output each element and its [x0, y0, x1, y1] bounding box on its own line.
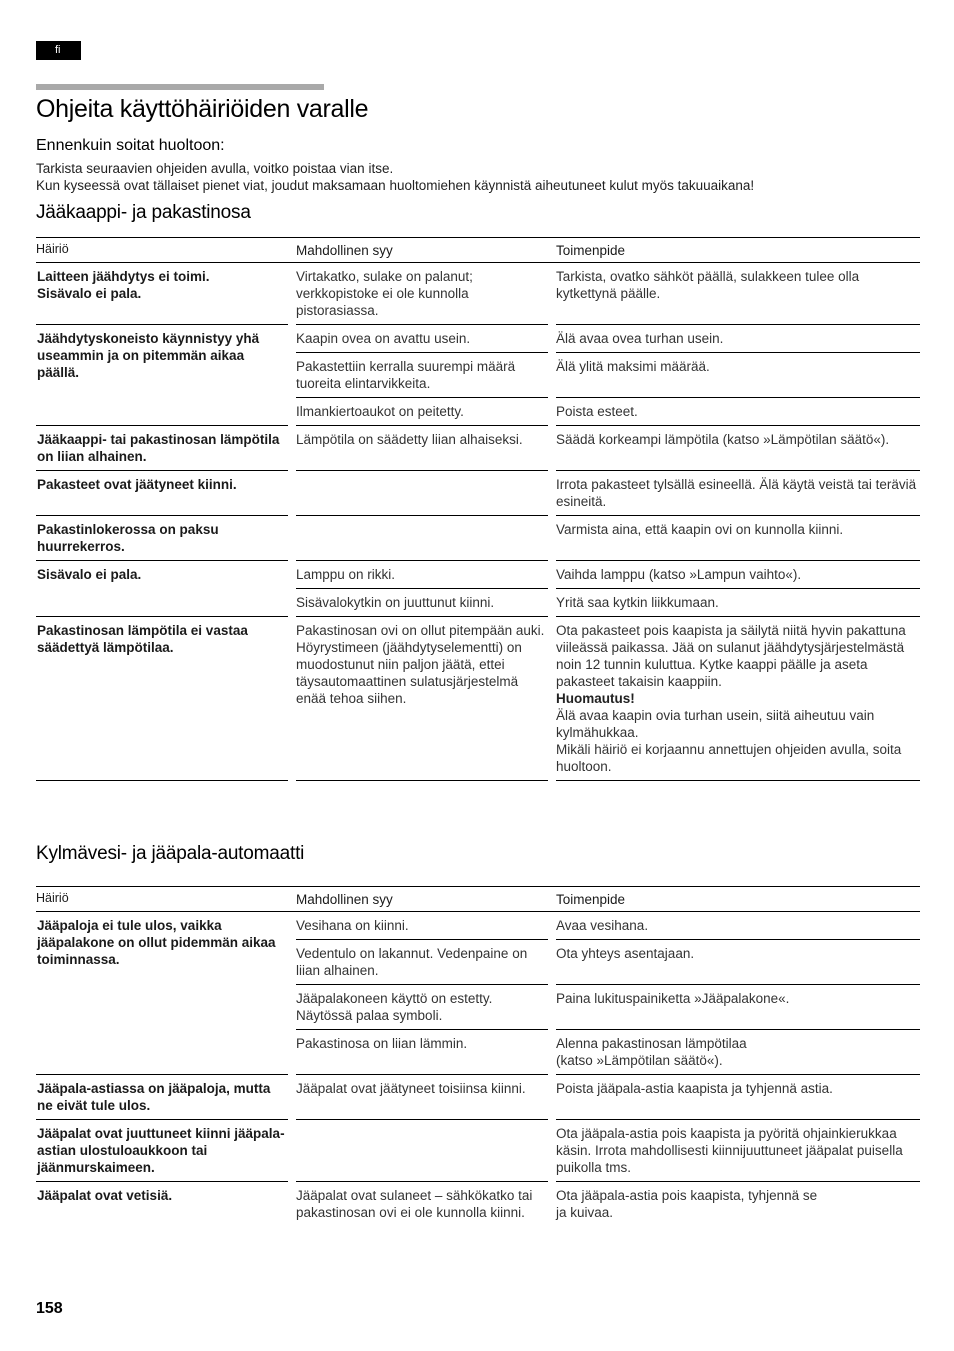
- cause-cell: [296, 471, 548, 516]
- table-row: [36, 471, 920, 516]
- cause-cell: Vedentulo on lakannut. Vedenpaine on liian alhainen.: [296, 940, 548, 985]
- column-gap: [548, 912, 556, 940]
- cause-cell: Pakastettiin kerralla suurempi määrä tuoreita elintarvikkeita.: [296, 353, 548, 398]
- column-gap: [548, 589, 556, 617]
- cause-cell: Lämpötila on säädetty liian alhaiseksi.: [296, 426, 548, 471]
- table-row: [36, 912, 920, 940]
- note-label: Huomautus!: [556, 691, 635, 706]
- intro-text: [36, 160, 754, 194]
- remedy-cell: Säädä korkeampi lämpötila (katso »Lämpötilan säätö«).: [556, 426, 920, 471]
- remedy-cell: Avaa vesihana.: [556, 912, 920, 940]
- table-row: [36, 1182, 920, 1226]
- column-gap: [548, 325, 556, 353]
- column-gap: [548, 617, 556, 781]
- column-gap: [548, 886, 556, 912]
- cause-cell: Lamppu on rikki.: [296, 561, 548, 589]
- table-row: [36, 1075, 920, 1120]
- remedy-cell: Poista jääpala-astia kaapista ja tyhjennä astia.: [556, 1075, 920, 1120]
- column-gap: [548, 1120, 556, 1182]
- language-tag: fi: [36, 41, 81, 60]
- cause-cell: Jääpalat ovat sulaneet – sähkökatko tai pakastinosan ovi ei ole kunnolla kiinni.: [296, 1188, 533, 1220]
- fault-cell: Jääpala-astiassa on jääpaloja, mutta ne eivät tule ulos.: [36, 1075, 288, 1120]
- column-gap: [288, 561, 296, 617]
- column-gap: [288, 325, 296, 426]
- table-row: [36, 617, 920, 781]
- section-title-dispenser: Kylmävesi- ja jääpala-automaatti: [36, 843, 305, 864]
- column-gap: [288, 886, 296, 912]
- cause-cell: [296, 1120, 548, 1182]
- fault-cell: Jääpalat ovat vetisiä.: [37, 1188, 173, 1203]
- cause-cell: Sisävalokytkin on juuttunut kiinni.: [296, 589, 548, 617]
- fault-cell: Pakasteet ovat jäätyneet kiinni.: [36, 471, 288, 516]
- fault-cell: Pakastinlokerossa on paksu huurrekerros.: [36, 516, 288, 561]
- column-gap: [548, 263, 556, 325]
- cause-cell: Pakastinosa on liian lämmin.: [296, 1030, 548, 1075]
- column-gap: [288, 471, 296, 516]
- column-gap: [548, 561, 556, 589]
- column-header-fault: Häiriö: [36, 886, 288, 912]
- column-gap: [288, 516, 296, 561]
- table-row: [36, 325, 920, 353]
- column-gap: [288, 426, 296, 471]
- column-gap: [548, 237, 556, 263]
- table-row: [36, 426, 920, 471]
- column-gap: [548, 398, 556, 426]
- column-header-remedy: Toimenpide: [556, 886, 920, 912]
- column-header-cause: Mahdollinen syy: [296, 237, 548, 263]
- cause-cell: Vesihana on kiinni.: [296, 912, 548, 940]
- column-gap: [288, 1120, 296, 1182]
- remedy-cell: Älä ylitä maksimi määrää.: [556, 353, 920, 398]
- fault-cell: Pakastinosan lämpötila ei vastaa säädettyä lämpötilaa.: [36, 617, 288, 781]
- table-row: [36, 561, 920, 589]
- column-header-remedy: Toimenpide: [556, 237, 920, 263]
- column-gap: [548, 985, 556, 1030]
- remedy-cell: Vaihda lamppu (katso »Lampun vaihto«).: [556, 561, 920, 589]
- remedy-cell: Alenna pakastinosan lämpötilaa (katso »Lämpötilan säätö«).: [556, 1030, 920, 1075]
- column-gap: [548, 426, 556, 471]
- intro-line: Kun kyseessä ovat tällaiset pienet viat, joudut maksamaan huoltomiehen käynnistä aiheutuneet kulut myös takuuaikana!: [36, 178, 755, 193]
- column-gap: [288, 263, 296, 325]
- page-number: 158: [36, 1300, 63, 1317]
- fault-cell: Sisävalo ei pala.: [36, 561, 288, 617]
- column-gap: [548, 1182, 556, 1226]
- section-title-fridge: Jääkaappi- ja pakastinosa: [36, 202, 251, 223]
- cause-cell: Virtakatko, sulake on palanut; verkkopistoke ei ole kunnolla pistorasiassa.: [296, 263, 548, 325]
- column-gap: [548, 471, 556, 516]
- table-row: [36, 1120, 920, 1182]
- fault-cell: Jääpaloja ei tule ulos, vaikka jääpalakone on ollut pidemmän aikaa toiminnassa.: [36, 912, 288, 1075]
- fault-cell: Jäähdytyskoneisto käynnistyy yhä useammin ja on pitemmän aikaa päällä.: [36, 325, 288, 426]
- fault-table-fridge: [36, 237, 920, 781]
- remedy-cell: Tarkista, ovatko sähköt päällä, sulakkeen tulee olla kytkettynä päälle.: [556, 263, 920, 325]
- remedy-cell: Varmista aina, että kaapin ovi on kunnolla kiinni.: [556, 516, 920, 561]
- cause-cell: Ilmankiertoaukot on peitetty.: [296, 398, 548, 426]
- column-gap: [288, 1075, 296, 1120]
- column-gap: [548, 940, 556, 985]
- column-gap: [288, 912, 296, 1075]
- cause-cell: [296, 516, 548, 561]
- remedy-cell: Ota jääpala-astia pois kaapista, tyhjennä se ja kuivaa.: [556, 1188, 818, 1220]
- column-gap: [548, 353, 556, 398]
- remedy-cell: Ota yhteys asentajaan.: [556, 940, 920, 985]
- remedy-cell: Poista esteet.: [556, 398, 920, 426]
- column-header-fault: Häiriö: [36, 237, 288, 263]
- column-gap: [288, 237, 296, 263]
- table-row: [36, 263, 920, 325]
- cause-cell: Jääpalat ovat jäätyneet toisiinsa kiinni.: [296, 1075, 548, 1120]
- cause-cell: Kaapin ovea on avattu usein.: [296, 325, 548, 353]
- table-row: [36, 516, 920, 561]
- column-gap: [288, 617, 296, 781]
- remedy-cell: Älä avaa ovea turhan usein.: [556, 325, 920, 353]
- column-header-cause: Mahdollinen syy: [296, 886, 548, 912]
- page-title: Ohjeita käyttöhäiriöiden varalle: [36, 95, 369, 123]
- remedy-cell: Ota jääpala-astia pois kaapista ja pyöritä ohjainkierukkaa käsin. Irrota mahdollisesti kiinnijuuttuneet jääpalat puisella puikolla tms.: [556, 1120, 920, 1182]
- column-gap: [548, 1075, 556, 1120]
- remedy-cell: Irrota pakasteet tylsällä esineellä. Älä käytä veistä tai teräviä esineitä.: [556, 471, 920, 516]
- remedy-cell: Paina lukituspainiketta »Jääpalakone«.: [556, 985, 920, 1030]
- fault-table-dispenser: [36, 886, 920, 1226]
- remedy-cell: Yritä saa kytkin liikkumaan.: [556, 589, 920, 617]
- column-gap: [548, 516, 556, 561]
- fault-cell: Laitteen jäähdytys ei toimi. Sisävalo ei pala.: [36, 263, 288, 325]
- subhead: Ennenkuin soitat huoltoon:: [36, 137, 225, 154]
- cause-cell: Jääpalakoneen käyttö on estetty. Näytössä palaa symboli.: [296, 985, 548, 1030]
- column-gap: [548, 1030, 556, 1075]
- column-gap: [288, 1182, 296, 1226]
- cause-cell: Pakastinosan ovi on ollut pitempään auki. Höyrystimeen (jäähdytyselementti) on muodostunut niin paljon jäätä, ettei täysautomaattinen sulatusjärjestelmä enää tehoa siihen.: [296, 617, 548, 781]
- fault-cell: Jääkaappi- tai pakastinosan lämpötila on liian alhainen.: [36, 426, 288, 471]
- intro-line: Tarkista seuraavien ohjeiden avulla, voitko poistaa vian itse.: [36, 161, 394, 176]
- title-rule: [36, 84, 324, 90]
- remedy-cell: Ota pakasteet pois kaapista ja säilytä niitä hyvin pakattuna viileässä paikassa. Jää on sulanut jäähdytysjärjestelmästä noin 12 tunnin kuluttua. Kytke kaappi päälle ja aseta pakasteet takaisin kaappiin. Huomautus! Älä avaa kaapin ovia turhan usein, siitä aiheutuu vain kylmähukkaa. Mikäli häiriö ei korjaannu annettujen ohjeiden avulla, soita huoltoon.: [556, 617, 920, 781]
- fault-cell: Jääpalat ovat juuttuneet kiinni jääpala-astian ulostuloaukkoon tai jäänmurskaimeen.: [36, 1120, 288, 1182]
